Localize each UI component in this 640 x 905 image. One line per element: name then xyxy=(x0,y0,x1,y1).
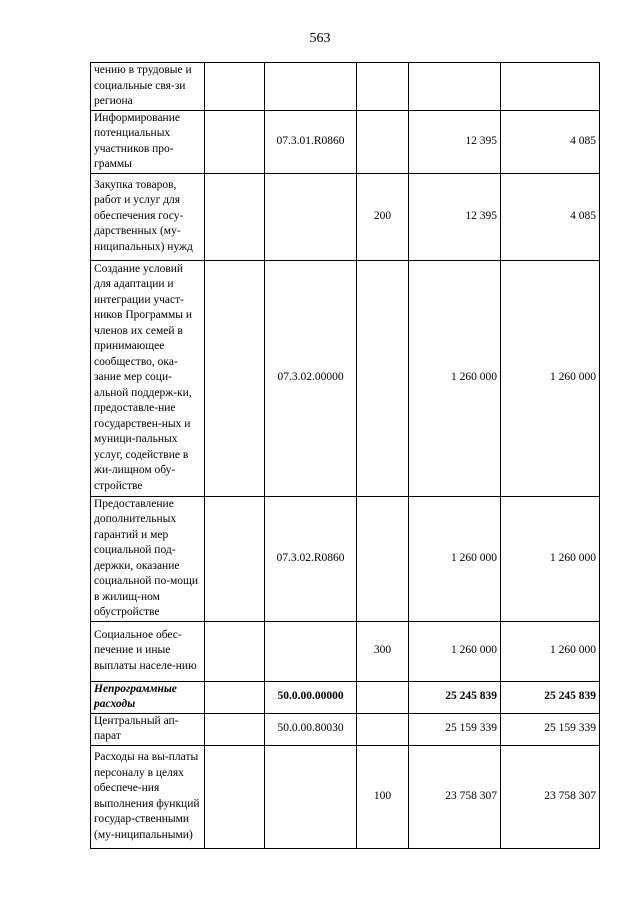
row-name-cell: Информирование потенциальных участников про-граммы xyxy=(91,110,205,173)
row-code-cell xyxy=(265,63,357,111)
row-sum-2-cell: 1 260 000 xyxy=(501,621,600,681)
table-row xyxy=(91,745,600,848)
row-empty-cell xyxy=(205,713,265,745)
table-row xyxy=(91,496,600,621)
row-code-cell: 07.3.01.R0860 xyxy=(265,110,357,173)
row-expense-type-cell xyxy=(357,260,409,496)
row-sum-2-cell: 4 085 xyxy=(501,173,600,260)
row-code-cell: 07.3.02.R0860 xyxy=(265,496,357,621)
row-sum-2-cell: 1 260 000 xyxy=(501,260,600,496)
row-name-cell: Социальное обес-печение и иные выплаты населе-нию xyxy=(91,621,205,681)
row-sum-1-cell: 1 260 000 xyxy=(409,621,501,681)
row-empty-cell xyxy=(205,260,265,496)
row-sum-1-cell: 1 260 000 xyxy=(409,260,501,496)
row-expense-type-cell xyxy=(357,681,409,713)
row-expense-type-cell xyxy=(357,63,409,111)
row-code-cell xyxy=(265,621,357,681)
row-sum-1-cell: 25 159 339 xyxy=(409,713,501,745)
row-expense-type-cell xyxy=(357,496,409,621)
row-expense-type-cell: 100 xyxy=(357,745,409,848)
row-empty-cell xyxy=(205,173,265,260)
row-sum-1-cell: 1 260 000 xyxy=(409,496,501,621)
row-empty-cell xyxy=(205,63,265,111)
row-expense-type-cell: 200 xyxy=(357,173,409,260)
page-number: 563 xyxy=(309,31,331,46)
table-row xyxy=(91,681,600,713)
row-empty-cell xyxy=(205,110,265,173)
row-expense-type-cell xyxy=(357,713,409,745)
row-expense-type-cell: 300 xyxy=(357,621,409,681)
row-name-cell: Непрограммные расходы xyxy=(91,681,205,713)
row-sum-2-cell: 25 159 339 xyxy=(501,713,600,745)
table-row xyxy=(91,110,600,173)
row-name-cell: Предоставление дополнительных гарантий и мер социальной под-держки, оказание социальной по-мощи в жилищ-ном обустройстве xyxy=(91,496,205,621)
row-sum-2-cell: 23 758 307 xyxy=(501,745,600,848)
row-code-cell: 50.0.00.80030 xyxy=(265,713,357,745)
row-name-cell: чению в трудовые и социальные свя-зи региона xyxy=(91,63,205,111)
row-sum-2-cell xyxy=(501,63,600,111)
table-row xyxy=(91,63,600,111)
row-code-cell xyxy=(265,173,357,260)
row-code-cell xyxy=(265,745,357,848)
row-expense-type-cell xyxy=(357,110,409,173)
budget-table xyxy=(90,62,600,849)
table-row xyxy=(91,260,600,496)
row-sum-1-cell: 25 245 839 xyxy=(409,681,501,713)
row-name-cell: Расходы на вы-платы персоналу в целях обеспече-ния выполнения функций государ-ственными (му-ниципальными) xyxy=(91,745,205,848)
row-empty-cell xyxy=(205,496,265,621)
row-empty-cell xyxy=(205,681,265,713)
table-row xyxy=(91,713,600,745)
row-sum-2-cell: 4 085 xyxy=(501,110,600,173)
row-sum-1-cell: 12 395 xyxy=(409,173,501,260)
row-empty-cell xyxy=(205,745,265,848)
budget-table-body xyxy=(91,63,600,849)
row-empty-cell xyxy=(205,621,265,681)
row-sum-1-cell xyxy=(409,63,501,111)
table-row xyxy=(91,173,600,260)
row-sum-1-cell: 23 758 307 xyxy=(409,745,501,848)
row-code-cell: 07.3.02.00000 xyxy=(265,260,357,496)
row-sum-2-cell: 1 260 000 xyxy=(501,496,600,621)
row-name-cell: Создание условий для адаптации и интеграции участ-ников Программы и членов их семей в принимающее сообщество, ока-зание мер соци-альной поддерж-ки, предоставле-ние государствен-ных и муници-пальных услуг, содействие в жи-лищном обу-стройстве xyxy=(91,260,205,496)
table-row xyxy=(91,621,600,681)
row-name-cell: Центральный ап-парат xyxy=(91,713,205,745)
row-name-cell: Закупка товаров, работ и услуг для обеспечения госу-дарственных (му-ниципальных) нужд xyxy=(91,173,205,260)
row-code-cell: 50.0.00.00000 xyxy=(265,681,357,713)
row-sum-2-cell: 25 245 839 xyxy=(501,681,600,713)
row-sum-1-cell: 12 395 xyxy=(409,110,501,173)
